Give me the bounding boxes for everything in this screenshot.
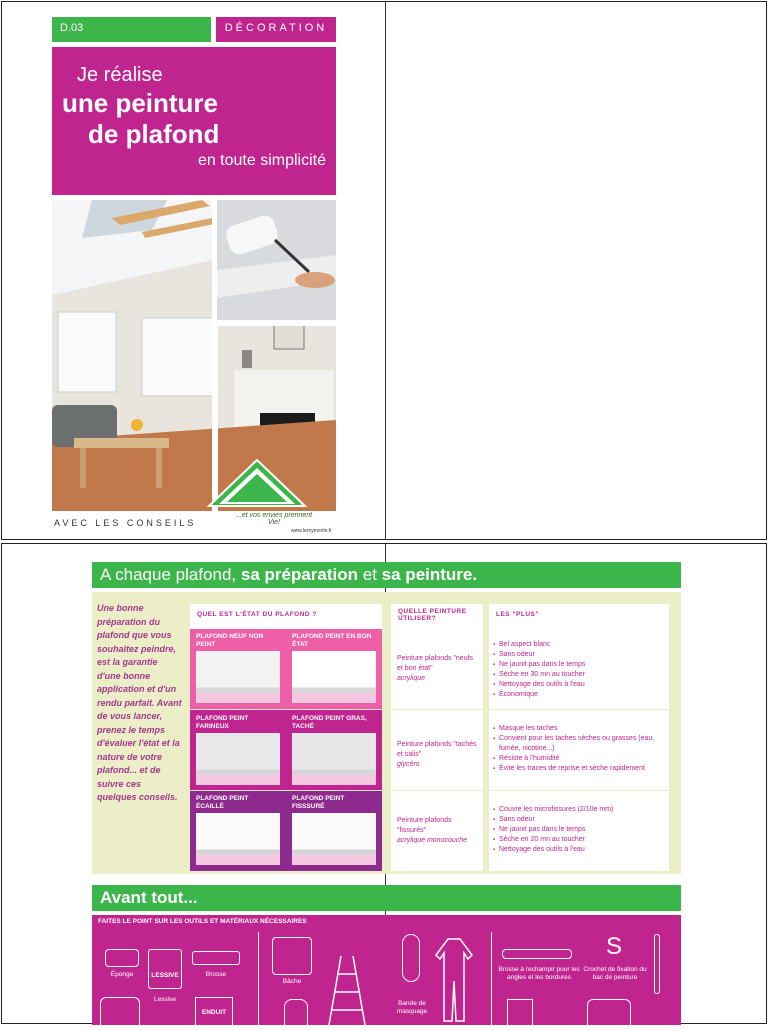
- tarp-label: Bâche: [282, 978, 302, 985]
- overalls-icon: [434, 937, 474, 1023]
- section-title-and: et: [362, 565, 377, 584]
- tools-separator-1: [258, 932, 259, 1025]
- state-label-2b: PLAFOND PEINT GRAS, TACHÉ: [292, 715, 367, 730]
- ladder-icon: [327, 954, 367, 1025]
- cover-sheet: [1, 1, 767, 540]
- avant-tout-bar: [92, 885, 681, 911]
- brush-icon: [192, 951, 240, 965]
- title-line-1: Je réalise: [77, 64, 163, 86]
- header-paint: QUELLE PEINTURE UTILISER?: [391, 604, 483, 629]
- section-title-regular: A chaque plafond,: [100, 565, 237, 584]
- advice-text: AVEC LES CONSEILS: [54, 518, 197, 528]
- interior-sheet: [1, 543, 767, 1024]
- section-title-bold-1: sa préparation: [240, 565, 359, 584]
- plus-item: ▪ Convient pour les taches sèches ou grasses (eau, fumée, nicotine...): [493, 734, 665, 754]
- paint-type-2: glycéro: [397, 761, 420, 768]
- paint-name-3: Peinture plafonds "fissurés": [397, 817, 452, 834]
- angle-brush-label: Brosse à rechampir pour les angles et les bordures: [498, 966, 580, 981]
- website: www.leroymerlin.fr: [291, 528, 332, 534]
- title-line-2: une peinture: [62, 88, 219, 118]
- plus-item: ▪ Nettoyage des outils à l'eau: [493, 680, 665, 690]
- state-label-3b: PLAFOND PEINT FISSSURÉ: [292, 795, 345, 810]
- plus-list-2: [493, 724, 665, 774]
- roller-icon: [507, 999, 533, 1025]
- plus-item: ▪ Évite les traces de reprise et sèche rapidement: [493, 764, 665, 774]
- state-label-2a: PLAFOND PEINT FARINEUX: [196, 715, 249, 730]
- paint-tray-icon: [587, 999, 631, 1025]
- roller-photo: [217, 200, 336, 320]
- paint-type-1: acrylique: [397, 675, 426, 682]
- masking-tape-icon: [402, 934, 420, 982]
- plus-item: ▪ Sèche en 30 mn au toucher: [493, 670, 665, 680]
- plus-list-1: [493, 640, 665, 700]
- brush-label: Brosse: [205, 971, 227, 978]
- tools-subtitle: FAITES LE POINT SUR LES OUTILS ET MATÉRIAUX NÉCESSAIRES: [98, 918, 307, 925]
- code-label: D.03: [60, 22, 84, 34]
- ceiling-swatch-1b: [292, 651, 376, 703]
- plus-list-3: [493, 805, 665, 855]
- cover-center-fold: [385, 2, 386, 540]
- plus-item: ▪ Bel aspect blanc: [493, 640, 665, 650]
- ceiling-swatch-3a: [196, 813, 280, 865]
- leroy-merlin-logo: [199, 454, 309, 514]
- title-box: [52, 47, 336, 195]
- lessive-label: Lessive: [153, 996, 177, 1003]
- title-line-4: en toute simplicité: [197, 152, 326, 169]
- state-label-1b: PLAFOND PEINT EN BON ÉTAT: [292, 633, 372, 648]
- plus-item: ▪ Couvre les microfissures (2/10e mm): [493, 805, 665, 815]
- ceiling-swatch-1a: [196, 651, 280, 703]
- paint-name-2: Peinture plafonds "tachés et salis": [397, 741, 477, 758]
- plus-item: ▪ Sans odeur: [493, 815, 665, 825]
- plus-item: ▪ Sans odeur: [493, 650, 665, 660]
- category-label: DÉCORATION: [224, 22, 328, 34]
- enduit-label: ENDUIT: [201, 1009, 227, 1016]
- plus-item: ▪ Nettoyage des outils à l'eau: [493, 845, 665, 855]
- sponge-label: Éponge: [110, 971, 134, 978]
- section-title-bar: [92, 562, 681, 588]
- hook-icon: S: [606, 933, 623, 960]
- lessive-can-icon: [148, 949, 182, 989]
- tarp-icon: [272, 937, 312, 975]
- code-tab: [52, 17, 211, 42]
- state-label-1a: PLAFOND NEUF NON PEINT: [196, 633, 264, 648]
- header-state: QUEL EST L'ÉTAT DU PLAFOND ?: [190, 604, 382, 629]
- plus-item: ▪ Ne jaunit pas dans le temps: [493, 660, 665, 670]
- sponge-icon: [105, 949, 139, 967]
- intro-text: Une bonne préparation du plafond que vous souhaitez peindre, est la garantie d'une bonne application et d'un rendu parfait. Avant de vous lancer, prenez le temps d'évaluer l'état et la nature de votre plafond... et de suivre ces quelques conseils.: [97, 603, 182, 802]
- avant-tout-title: Avant tout...: [100, 888, 198, 907]
- plus-item: ▪ Sèche en 20 mn au toucher: [493, 835, 665, 845]
- title-line-3: de plafond: [88, 119, 220, 149]
- plus-item: ▪ Résiste à l'humidité: [493, 754, 665, 764]
- paint-type-3: acrylique monocouche: [397, 837, 468, 844]
- hook-label: Crochet de fixation du bac de peinture: [583, 966, 647, 981]
- category-tab: [216, 17, 336, 42]
- ceiling-swatch-3b: [292, 813, 376, 865]
- state-label-3a: PLAFOND PEINT ÉCAILLÉ: [196, 795, 249, 810]
- ceiling-swatch-2b: [292, 733, 376, 785]
- plus-item: ▪ Masque les taches: [493, 724, 665, 734]
- glove-icon: [284, 999, 308, 1025]
- plus-item: ▪ Économique: [493, 690, 665, 700]
- ceiling-swatch-2a: [196, 733, 280, 785]
- section-title-bold-2: sa peinture.: [381, 565, 478, 584]
- paint-name-1: Peinture plafonds "neufs et bon état": [397, 655, 474, 672]
- bucket-icon: [100, 997, 140, 1025]
- angle-brush-icon: [502, 949, 572, 959]
- plus-item: ▪ Ne jaunit pas dans le temps: [493, 825, 665, 835]
- masking-tape-label: Bande de masquage: [396, 1000, 428, 1015]
- slogan: ...et vos envies prennent Vie!: [235, 512, 313, 526]
- tools-separator-2: [491, 932, 492, 1025]
- lessive-can-label: LESSIVE: [151, 972, 179, 979]
- header-plus: LES "PLUS": [489, 604, 669, 629]
- stir-stick-icon: [654, 934, 660, 994]
